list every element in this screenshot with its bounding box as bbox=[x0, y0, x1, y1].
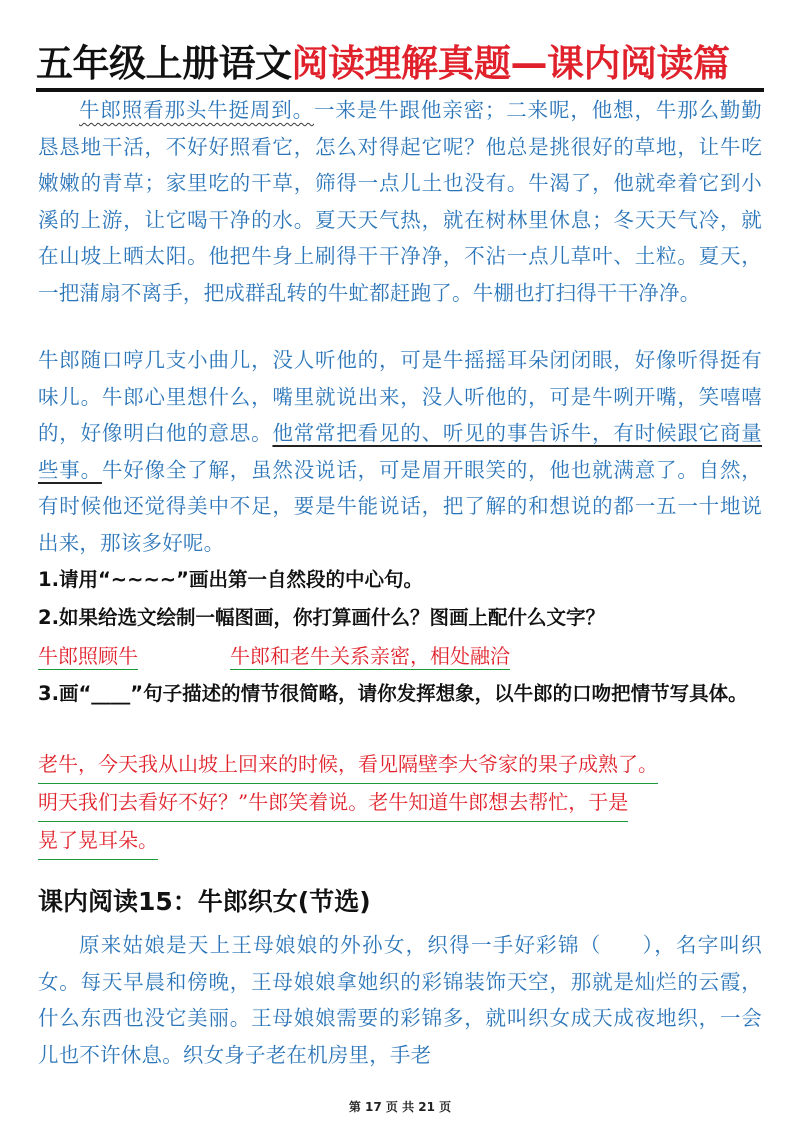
underlined-sentence: 他常常把看见的、听见的事告诉牛，有时候跟它商量些事。 bbox=[38, 421, 762, 482]
page-footer: 第 17 页 共 21 页 bbox=[348, 1100, 452, 1114]
section-title: 课内阅读15：牛郎织女(节选) bbox=[38, 887, 371, 916]
passage-paragraph-2 bbox=[38, 342, 762, 562]
paragraph-2 bbox=[38, 342, 762, 562]
question-1: 1.请用“~~~~”画出第一自然段的中心句。 bbox=[38, 568, 423, 591]
passage-paragraph-1 bbox=[38, 92, 762, 312]
paragraph-1-body: 一来是牛跟他亲密；二来呢，他想，牛那么勤勤恳恳地干活，不好好照看它，怎么对得起它呢？他总是挑很好的草地，让牛吃嫩嫩的青草；家里吃的干草，筛得一点儿土也没有。牛渴了，他就牵着它到小溪的上游，让它喝干净的水。夏天天气热，就在树林里休息；冬天天气冷，就在山坡上晒太阳。他把牛身上刷得干干净净，不沾一点儿草叶、土粒。夏天，一把蒲扇不离手，把成群乱转的牛虻都赶跑了。牛棚也打扫得干干净净。 bbox=[38, 98, 763, 305]
paragraph-3 bbox=[38, 927, 762, 1073]
answer-3-line-1: 老牛，今天我从山坡上回来的时候，看见隔壁李大爷家的果子成熟了。 bbox=[38, 746, 658, 784]
answer-2-caption: 牛郎和老牛关系亲密，相处融洽 bbox=[230, 644, 510, 668]
answer-3 bbox=[38, 746, 762, 860]
answer-2-picture: 牛郎照顾牛 bbox=[38, 644, 138, 668]
title-grade: 五年级上册语文 bbox=[36, 42, 292, 85]
title-topic: 阅读理解真题—课内阅读篇 bbox=[291, 42, 730, 85]
answer-2 bbox=[38, 638, 762, 675]
page-title bbox=[36, 40, 764, 88]
passage-niulang-zhinv bbox=[38, 927, 762, 1073]
paragraph-2-start: 牛郎随口哼几支小曲儿，没人听他的，可是牛摇摇耳朵闭闭眼，好像听得挺有味儿。牛郎心里想什么，嘴里就说出来，没人听他的，可是牛咧开嘴，笑嘻嘻的，好像明白他的意思。 bbox=[38, 348, 762, 446]
central-sentence: 牛郎照看那头牛挺周到。 bbox=[79, 98, 315, 122]
paragraph-1 bbox=[38, 92, 762, 312]
answer-3-line-2: 明天我们去看好不好？”牛郎笑着说。老牛知道牛郎想去帮忙，于是 bbox=[38, 784, 628, 822]
question-3: 3.画“____”句子描述的情节很简略，请你发挥想象，以牛郎的口吻把情节写具体。 bbox=[38, 682, 748, 705]
paragraph-3-rest: ），名字叫织女。每天早晨和傍晚，王母娘娘拿她织的彩锦装饰天空，那就是灿烂的云霞，什么东西也没它美丽。王母娘娘需要的彩锦多，就叫织女成天成夜地织，一会儿也不许休息。织女身子老在机房里，手老 bbox=[38, 933, 762, 1067]
question-2: 2.如果给选文绘制一幅图画，你打算画什么？图画上配什么文字？ bbox=[38, 606, 605, 629]
paragraph-3-start: 原来姑娘是天上王母娘娘的外孙女，织得一手好彩锦（ bbox=[79, 933, 602, 957]
paragraph-2-end: 牛好像全了解，虽然没说话，可是眉开眼笑的，他也就满意了。自然，有时候他还觉得美中不足，要是牛能说话，把了解的和想说的都一五一十地说出来，那该多好呢。 bbox=[38, 457, 762, 555]
answer-3-line-3: 晃了晃耳朵。 bbox=[38, 822, 158, 860]
